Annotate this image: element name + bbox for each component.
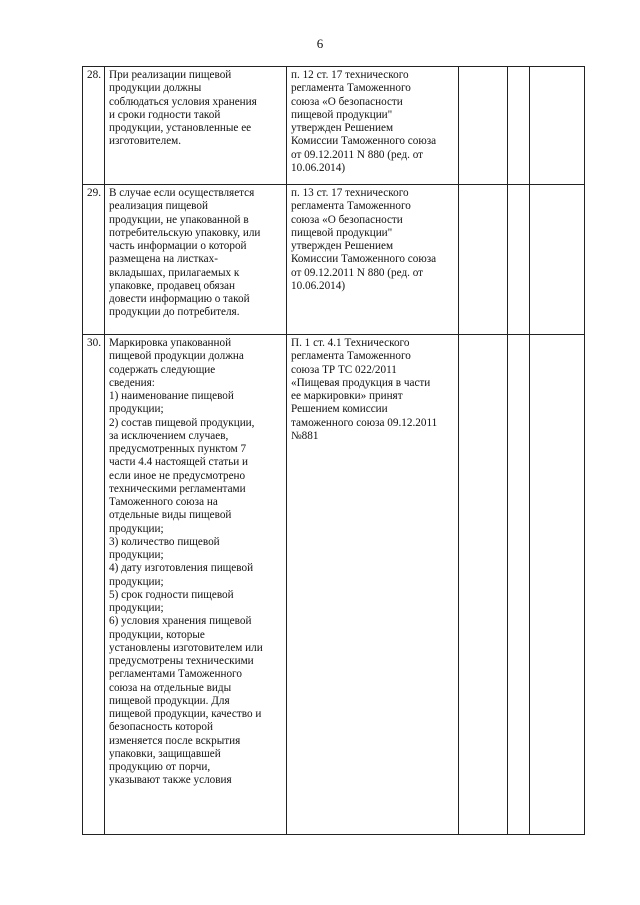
empty-cell — [530, 67, 585, 185]
empty-cell — [459, 67, 508, 185]
empty-cell — [530, 185, 585, 335]
empty-cell — [459, 335, 508, 835]
empty-cell — [508, 335, 530, 835]
requirements-table — [82, 66, 585, 835]
row-number: 28. — [83, 67, 105, 185]
requirement-text: Маркировка упакованной пищевой продукции должна содержать следующие сведения: 1) наименование пищевой продукции; 2) состав пищевой продукции, за исключением случаев, предусмотренных пунктом 7 части 4.4 настоящей статьи и если иное не предусмотрено техническими регламентами Таможенного союза на отдельные виды пищевой продукции; 3) количество пищевой продукции; 4) дату изготовления пищевой продукции; 5) срок годности пищевой продукции; 6) условия хранения пищевой продукции, которые установлены изготовителем или предусмотрены техническими регламентами Таможенного союза на отдельные виды пищевой продукции. Для пищевой продукции, качество и безопасность которой изменяется после вскрытия упаковки, защищавшей продукцию от порчи, указывают также условия — [105, 335, 287, 835]
legal-reference: П. 1 ст. 4.1 Технического регламента Таможенного союза ТР ТС 022/2011 «Пищевая продукция в части ее маркировки» принят Решением комиссии таможенного союза 09.12.2011 №881 — [287, 335, 459, 835]
table-row — [83, 335, 585, 835]
empty-cell — [530, 335, 585, 835]
legal-reference: п. 13 ст. 17 технического регламента Таможенного союза «О безопасности пищевой продукции" утвержден Решением Комиссии Таможенного союза от 09.12.2011 N 880 (ред. от 10.06.2014) — [287, 185, 459, 335]
row-number: 29. — [83, 185, 105, 335]
requirement-text: В случае если осуществляется реализация пищевой продукции, не упакованной в потребительскую упаковку, или часть информации о которой размещена на листках- вкладышах, прилагаемых к упаковке, продавец обязан довести информацию о такой продукции до потребителя. — [105, 185, 287, 335]
legal-reference: п. 12 ст. 17 технического регламента Таможенного союза «О безопасности пищевой продукции" утвержден Решением Комиссии Таможенного союза от 09.12.2011 N 880 (ред. от 10.06.2014) — [287, 67, 459, 185]
empty-cell — [459, 185, 508, 335]
table-row — [83, 67, 585, 185]
empty-cell — [508, 67, 530, 185]
empty-cell — [508, 185, 530, 335]
page-number: 6 — [316, 36, 324, 51]
table-row — [83, 185, 585, 335]
requirement-text: При реализации пищевой продукции должны соблюдаться условия хранения и сроки годности такой продукции, установленные ее изготовителем. — [105, 67, 287, 185]
row-number: 30. — [83, 335, 105, 835]
